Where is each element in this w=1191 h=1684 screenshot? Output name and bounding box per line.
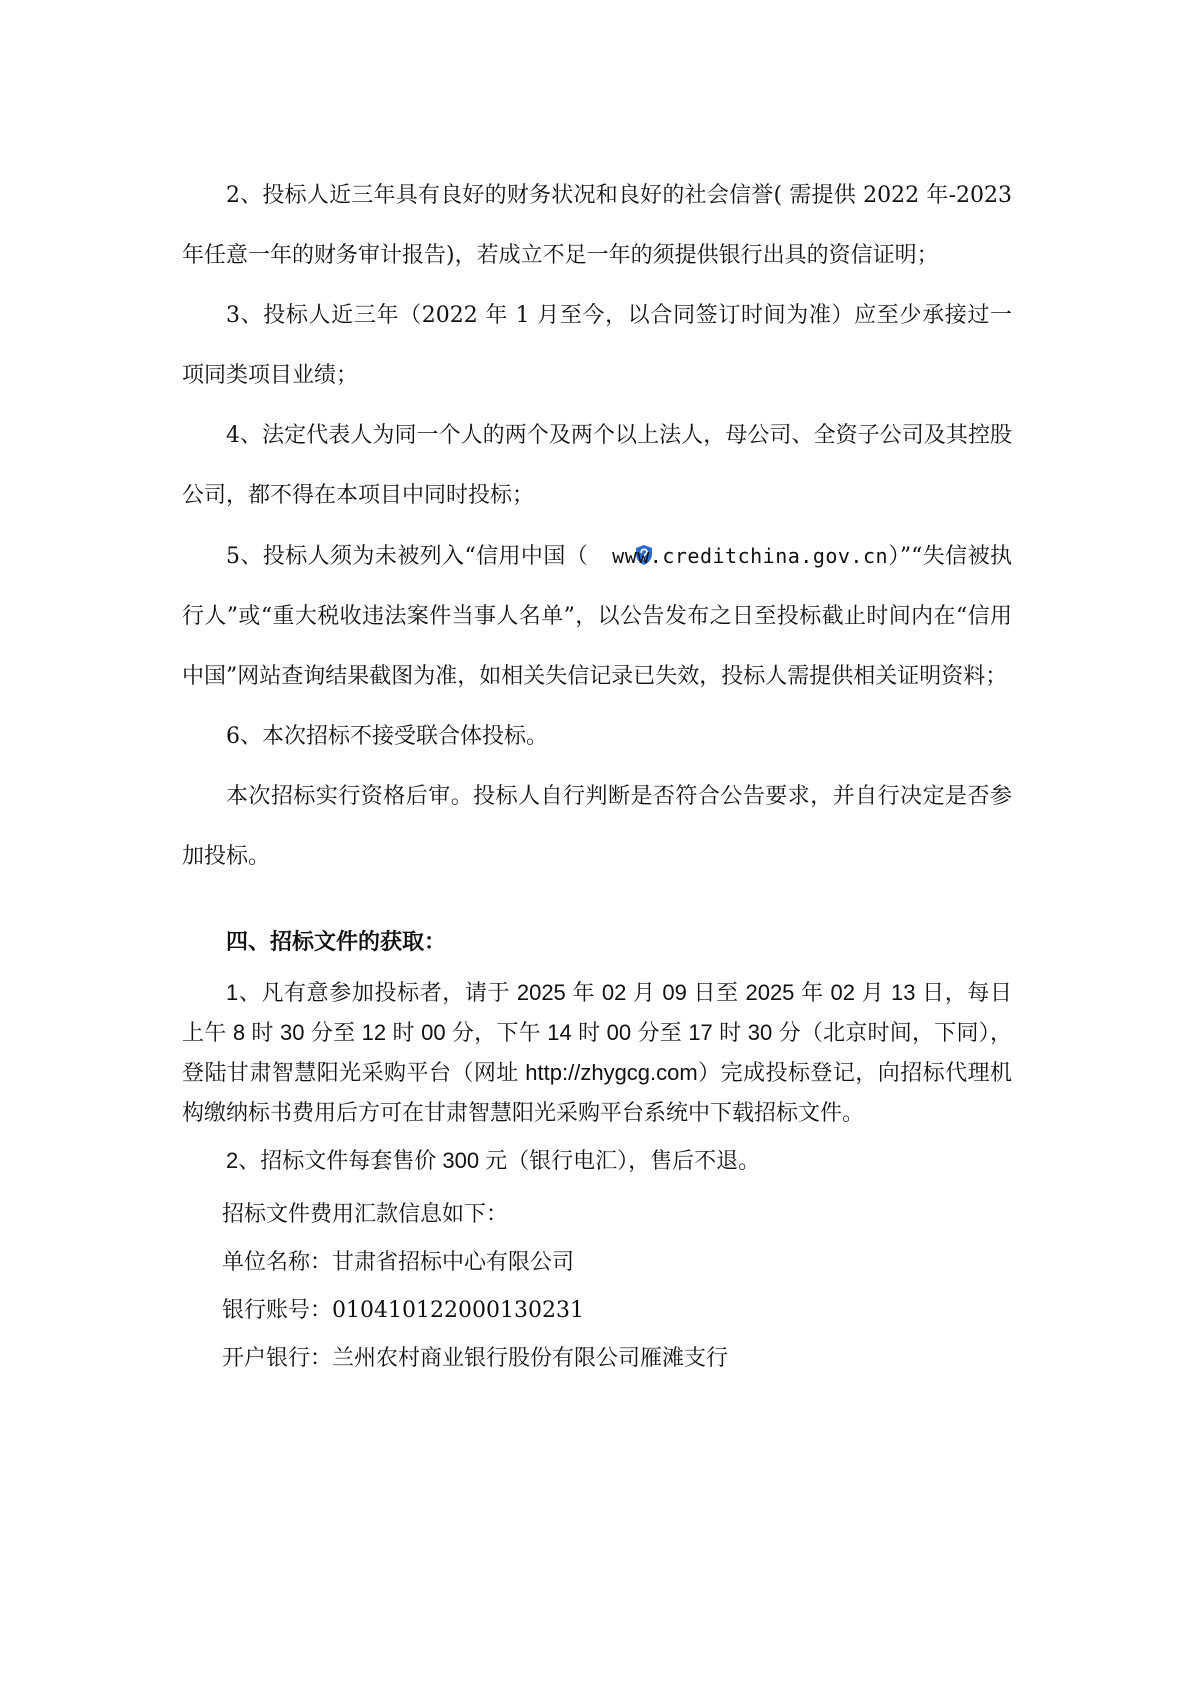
requirement-item-6: 6、本次招标不接受联合体投标。 xyxy=(226,724,548,749)
requirement-item-4: 4、法定代表人为同一个人的两个及两个以上法人，母公司、全资子公司及其控股公司，都不得在本项目中同时投标； xyxy=(182,423,1012,508)
item-5-suffix: ）”“失信被执行人”或“重大税收违法案件当事人名单”，以公告发布之日至投标截止时间内在“信用中国”网站查询结果截图为准，如相关失信记录已失效，投标人需提供相关证明资料； xyxy=(182,544,1012,689)
fetch-item-2: 2、招标文件每套售价 300 元（银行电汇），售后不退。 xyxy=(226,1148,761,1173)
fetch-item-1: 1、凡有意参加投标者，请于 2025 年 02 月 09 日至 2025 年 02 月 13 日，每日上午 8 时 30 分至 12 时 00 分，下午 14 时 00 分至 17 时 30 分（北京时间，下同），登陆甘肃智慧阳光采购平台（网址 http://zhygcg.com）完成投标登记，向招标代理机构缴纳标书费用后方可在甘肃智慧阳光采购平台系统中下载招标文件。 xyxy=(182,980,1012,1125)
qualification-review-note: 本次招标实行资格后审。投标人自行判断是否符合公告要求，并自行决定是否参加投标。 xyxy=(182,784,1012,869)
payee-bank-name: 开户银行：兰州农村商业银行股份有限公司雁滩支行 xyxy=(222,1346,729,1371)
requirement-item-3: 3、投标人近三年（2022 年 1 月至今，以合同签订时间为准）应至少承接过一项同类项目业绩； xyxy=(182,303,1012,388)
item-5-prefix: 5、投标人须为未被列入“信用中国（ xyxy=(226,544,589,569)
shield-check-icon xyxy=(590,530,610,552)
requirement-item-2: 2、投标人近三年具有良好的财务状况和良好的社会信誉( 需提供 2022 年-2023 年任意一年的财务审计报告)，若成立不足一年的须提供银行出具的资信证明； xyxy=(182,183,1012,268)
payee-bank-account: 银行账号：010410122000130231 xyxy=(222,1298,584,1323)
creditchina-url: www.creditchina.gov.cn xyxy=(612,544,889,568)
payee-unit-name: 单位名称：甘肃省招标中心有限公司 xyxy=(222,1250,575,1275)
document-body xyxy=(182,166,1012,1383)
payment-intro: 招标文件费用汇款信息如下： xyxy=(222,1202,509,1227)
requirement-item-5 xyxy=(182,526,1012,707)
section-heading-tender-documents: 四、招标文件的获取： xyxy=(226,930,447,955)
